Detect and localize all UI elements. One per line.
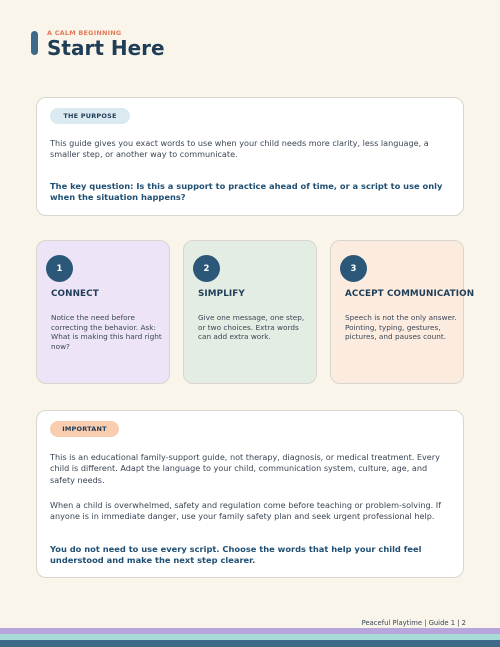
page-title: Start Here <box>47 36 165 60</box>
step-description: Speech is not the only answer. Pointing, typing, gestures, pictures, and pauses count. <box>345 313 457 342</box>
important-badge: IMPORTANT <box>50 421 119 437</box>
important-card <box>36 410 464 578</box>
step-description: Give one message, one step, or two choices. Extra words can add extra work. <box>198 313 305 342</box>
step-card-accept-communication <box>330 240 475 384</box>
purpose-card <box>36 97 464 216</box>
step-title: CONNECT <box>51 289 99 299</box>
key-question: The key question: Is this a support to practice ahead of time, or a script to use only when the situation happens? <box>50 181 443 203</box>
step-card-connect <box>36 240 170 384</box>
footer-text: Peaceful Playtime | Guide 1 | 2 <box>361 619 466 627</box>
step-title: SIMPLIFY <box>198 289 245 299</box>
step-number-badge: 3 <box>340 255 367 282</box>
safety-text: When a child is overwhelmed, safety and regulation come before teaching or problem-solving. If anyone is in immediate danger, use your family safety plan and seek urgent professional help. <box>50 500 441 522</box>
header-accent-bar <box>31 31 38 55</box>
closing-text: You do not need to use every script. Choose the words that help your child feel understood and make the next step clearer. <box>50 544 422 566</box>
step-description: Notice the need before correcting the behavior. Ask: What is making this hard right now? <box>51 313 162 351</box>
purpose-badge: THE PURPOSE <box>50 108 130 124</box>
purpose-text: This guide gives you exact words to use when your child needs more clarity, less language, a smaller step, or another way to communicate. <box>50 138 429 160</box>
eyebrow-label: A CALM BEGINNING <box>47 29 122 37</box>
step-number-badge: 1 <box>46 255 73 282</box>
disclaimer-text: This is an educational family-support guide, not therapy, diagnosis, or medical treatment. Every child is different. Adapt the language to your child, communication system, culture, age, and safety needs. <box>50 452 440 485</box>
step-number-badge: 2 <box>193 255 220 282</box>
footer-stripe-blue <box>0 640 500 647</box>
step-card-simplify <box>183 240 317 384</box>
step-title: ACCEPT COMMUNICATION <box>345 289 475 299</box>
